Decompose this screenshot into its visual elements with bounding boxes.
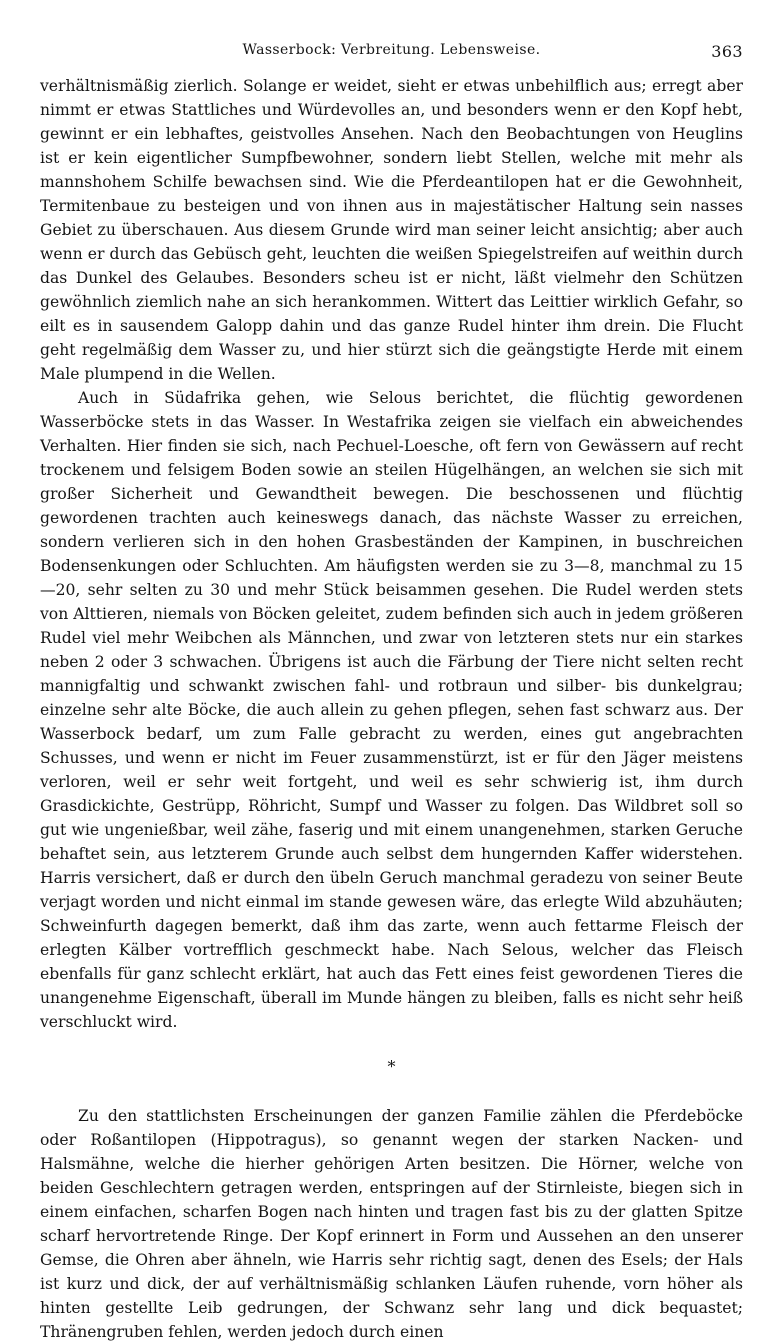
running-title: Wasserbock: Verbreitung. Lebensweise.	[242, 42, 541, 58]
paragraph-3: Zu den stattlichsten Erscheinungen der ganzen Familie zählen die Pferdeböcke oder Roßantilopen (Hippotragus), so genannt wegen der starken Nacken- und Halsmähne, welche die hierher gehörigen Arten besitzen. Die Hörner, welche von beiden Geschlechtern getragen werden, entspringen auf der Stirnleiste, biegen sich in einem einfachen, scharfen Bogen nach hinten und tragen fast bis zu der glatten Spitze scharf hervortretende Ringe. Der Kopf erinnert in Form und Aussehen an den unserer Gemse, die Ohren aber ähneln, wie Harris sehr richtig sagt, denen des Esels; der Hals ist kurz und dick, der auf verhältnismäßig schlanken Läufen ruhende, vorn höher als hinten gestellte Leib gedrungen, der Schwanz sehr lang und dick bequastet; Thränengruben fehlen, werden jedoch durch einen	[40, 1107, 743, 1341]
body-text	[40, 74, 743, 1344]
page-number: 363	[711, 42, 743, 61]
section-divider: *	[387, 1057, 396, 1076]
running-header	[40, 40, 743, 64]
paragraph-2: Auch in Südafrika gehen, wie Selous berichtet, die flüchtig gewordenen Wasserböcke stets in das Wasser. In Westafrika zeigen sie vielfach ein abweichendes Verhalten. Hier finden sie sich, nach Pechuel-Loesche, oft fern von Gewässern auf recht trockenem und felsigem Boden sowie an steilen Hügelhängen, an welchen sie sich mit großer Sicherheit und Gewandtheit bewegen. Die beschossenen und flüchtig gewordenen trachten auch keineswegs danach, das nächste Wasser zu erreichen, sondern verlieren sich in den hohen Grasbeständen der Kampinen, in buschreichen Bodensenkungen oder Schluchten. Am häufigsten werden sie zu 3—8, manchmal zu 15—20, sehr selten zu 30 und mehr Stück beisammen gesehen. Die Rudel werden stets von Alttieren, niemals von Böcken geleitet, zudem befinden sich auch in jedem größeren Rudel viel mehr Weibchen als Männchen, und zwar von letzteren stets nur ein starkes neben 2 oder 3 schwachen. Übrigens ist auch die Färbung der Tiere nicht selten recht mannigfaltig und schwankt zwischen fahl- und rotbraun und silber- bis dunkelgrau; einzelne sehr alte Böcke, die auch allein zu gehen pflegen, sehen fast schwarz aus. Der Wasserbock bedarf, um zum Falle gebracht zu werden, eines gut angebrachten Schusses, und wenn er nicht im Feuer zusammenstürzt, ist er für den Jäger meistens verloren, weil er sehr weit fortgeht, und weil es sehr schwierig ist, ihm durch Grasdickichte, Gestrüpp, Röhricht, Sumpf und Wasser zu folgen. Das Wildbret soll so gut wie ungenießbar, weil zähe, faserig und mit einem unangenehmen, starken Geruche behaftet sein, aus letzterem Grunde auch selbst dem hungernden Kaffer widerstehen. Harris versichert, daß er durch den übeln Geruch manchmal geradezu von seiner Beute verjagt worden und nicht einmal im stande gewesen wäre, das erlegte Wild abzuhäuten; Schweinfurth dagegen bemerkt, daß ihm das zarte, wenn auch fettarme Fleisch der erlegten Kälber vortrefflich geschmeckt habe. Nach Selous, welcher das Fleisch ebenfalls für ganz schlecht erklärt, hat auch das Fett eines feist gewordenen Tieres die unangenehme Eigenschaft, überall im Munde hängen zu bleiben, falls es nicht sehr heiß verschluckt wird.	[40, 389, 743, 1031]
paragraph-1: verhältnismäßig zierlich. Solange er weidet, sieht er etwas unbehilflich aus; erregt aber nimmt er etwas Stattliches und Würdevolles an, und besonders wenn er den Kopf hebt, gewinnt er ein lebhaftes, geistvolles Ansehen. Nach den Beobachtungen von Heuglins ist er kein eigentlicher Sumpfbewohner, sondern liebt Stellen, welche mit mehr als mannshohem Schilfe bewachsen sind. Wie die Pferdeantilopen hat er die Gewohnheit, Termitenbaue zu besteigen und von ihnen aus in majestätischer Haltung sein nasses Gebiet zu überschauen. Aus diesem Grunde wird man seiner leicht ansichtig; aber auch wenn er durch das Gebüsch geht, leuchten die weißen Spiegelstreifen auf weithin durch das Dunkel des Gelaubes. Besonders scheu ist er nicht, läßt vielmehr den Schützen gewöhnlich ziemlich nahe an sich herankommen. Wittert das Leittier wirklich Gefahr, so eilt es in sausendem Galopp dahin und das ganze Rudel hinter ihm drein. Die Flucht geht regelmäßig dem Wasser zu, und hier stürzt sich die geängstigte Herde mit einem Male plumpend in die Wellen.	[40, 77, 743, 383]
